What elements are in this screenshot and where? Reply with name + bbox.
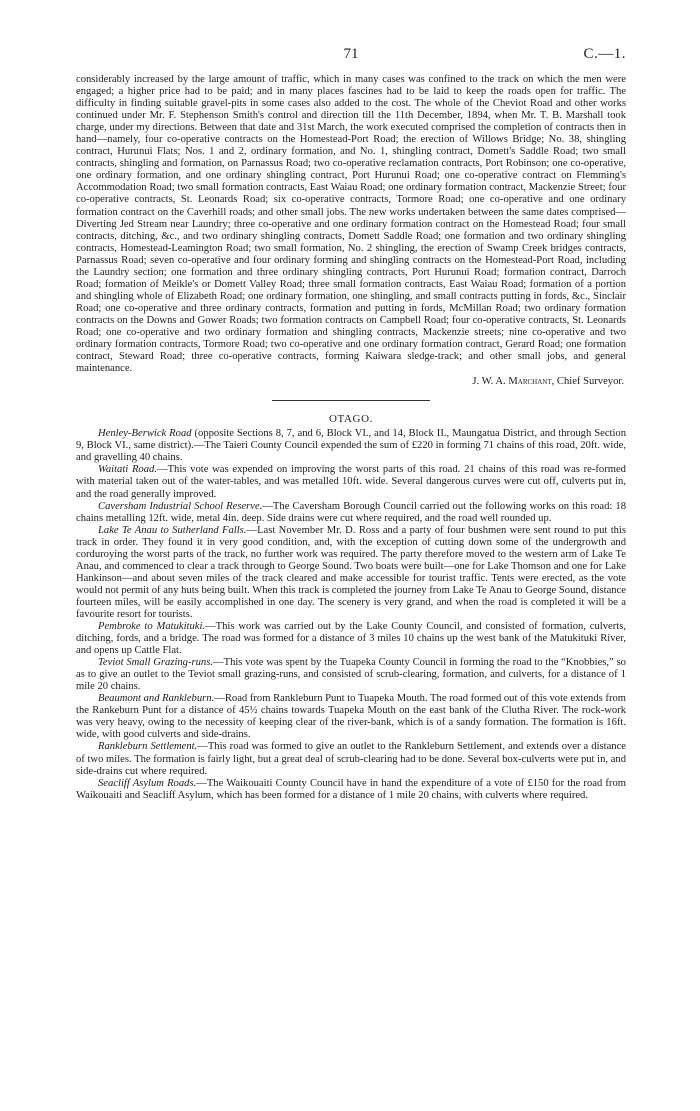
entry-heading: Caversham Industrial School Reserve. bbox=[98, 500, 263, 512]
entry-text: —This vote was spent by the Tuapeka County Council in forming the road to the “Knobbies,” so as to give an outlet to the Teviot small grazing-runs, and consisted of scrub-clearing, formation, and culverts, for a distance of 1 mile 20 chains. bbox=[76, 657, 626, 693]
entry-text: —The Waikouaiti County Council have in hand the expenditure of a vote of £150 for the road from Waikouaiti and Seacliff Asylum, which has been formed for a distance of 1 mile 20 chains, with culverts where required. bbox=[76, 777, 626, 801]
section-divider bbox=[272, 400, 430, 401]
page-header bbox=[76, 48, 626, 74]
entry-text: —Last November Mr. D. Ross and a party of four bushmen were sent round to put this track in order. They found it in very good condition, and, with the exception of cutting down some of the undergrowth and corduroying the worst parts of the track, no further work was required. The party therefore moved to the western arm of Lake Te Anau, and commenced to clear a track through to George Sound. Two boats were built—one for Lake Thomson and one for Lake Hankinson—and about seven miles of the track cleared and make accessible for tourist traffic. Tents were erected, as the vote would not permit of any huts being built. When this track is completed the journey from Lake Te Anau to George Sound, distance fourteen miles, will be easily accomplished in one day. The scenery is very grand, and when the road is completed it will be a favourite resort for tourists. bbox=[76, 524, 626, 620]
intro-paragraph: considerably increased by the large amount of traffic, which in many cases was confined to the track on which the men were engaged; a higher price had to be paid; and in many places fascines had to be laid to keep the roads open for traffic. The difficulty in finding suitable gravel-pits in some cases also added to the cost. The whole of the Cheviot Road and other works continued under Mr. F. Stephenson Smith's control and direction till the 11th December, 1894, when Mr. T. B. Marshall took charge, under my directions. Between that date and 31st March, the work executed comprised the completion of contracts then in hand—namely, four co-operative contracts on the Homestead-Port Road; the erection of Willows Bridge; No. 38, shingling contract, Hurunui Flats; Nos. 1 and 2, ordinary formation, and No. 1, shingling contract, Domett's Saddle Road; two small contracts, shingling and formation, on Parnassus Road; two co-operative reclamation contracts, Port Robinson; one co-operative, one ordinary formation, and one ordinary shingling contract, Port Hurunui Road; one co-operative contract on Flemming's Accommodation Road; two small formation contracts, East Waiau Road; one ordinary formation contract, Mackenzie Street; four co-operative contracts, St. Leonards Road; six co-operative contracts, Tormore Road; one co-operative and one ordinary formation contract on the Caverhill roads; and other small jobs. The new works undertaken between the same dates comprised—Diverting Jed Stream near Laundry; three co-operative and one ordinary formation contract on the Homestead Road; four small contracts, ditching, &c., and two ordinary shingling contracts, Domett Saddle Road; one formation and two ordinary shingling contracts, Homestead-Leamington Road; two small formation, No. 2 shingling, the erection of Swamp Creek bridges contracts, Parnassus Road; seven co-operative and four ordinary forming and shingling contracts on the Homestead-Port Road, including the Laundry section; one formation and three ordinary shingling contracts, Port Hurunui Road; formation contract, Darroch Road; formation of Meikle's or Domett Valley Road; three small formation contracts, East Waiau Road; formation of a portion and shingling whole of Elizabeth Road; one ordinary formation, one shingling, and small contracts putting in fords, &c., Sinclair Road; one co-operative and three ordinary contracts, formation and putting in fords, McMillan Road; two ordinary formation contracts on the Downs and Gower Roads; two formation contracts on Campbell Road; four co-operative contracts, St. Leonards Road; one co-operative and two ordinary formation and shingling contracts, Mackenzie streets; nine co-operative and two ordinary formation contracts, Tormore Road; two co-operative and one ordinary formation contract, Gerard Road; one formation contract, Steward Road; three co-operative contracts, forming Kaiwara sledge-track; and other small jobs, and general maintenance. bbox=[76, 74, 626, 375]
entry-paragraph bbox=[76, 501, 626, 525]
paper-reference: C.—1. bbox=[583, 46, 626, 62]
signature bbox=[76, 376, 626, 388]
entry-heading: Waitati Road. bbox=[98, 464, 157, 476]
signature-initials: J. W. A. bbox=[472, 376, 509, 388]
entry-paragraph bbox=[76, 657, 626, 693]
entry-paragraph bbox=[76, 621, 626, 657]
entry-text: —This work was carried out by the Lake County Council, and consisted of formation, culverts, ditching, fords, and a bridge. The road was formed for a distance of 3 miles 10 chains up the west bank of the Matukituki River, and opens up Cattle Flat. bbox=[76, 621, 626, 657]
section-title: OTAGO. bbox=[329, 413, 373, 426]
signature-title: , Chief Surveyor. bbox=[551, 376, 624, 388]
signature-surname: Marchant bbox=[508, 376, 552, 388]
entry-paragraph bbox=[76, 693, 626, 741]
entry-heading: Rankleburn Settlement. bbox=[98, 741, 198, 753]
entry-text: —This vote was expended on improving the worst parts of this road. 21 chains of this road was re-formed with material taken out of the water-tables, and was metalled 10ft. wide. Several dangerous curves were cut off, culverts put in, and the road generally improved. bbox=[76, 464, 626, 500]
entry-text: —The Caversham Borough Council carried out the following works on this road: 18 chains metalling 12ft. wide, metal 4in. deep. Side drains were cut where required, and the road well rounded up. bbox=[76, 500, 626, 524]
entry-heading: Pembroke to Matukituki. bbox=[98, 621, 206, 633]
entry-heading: Henley-Berwick Road bbox=[98, 428, 192, 440]
entry-heading: Seacliff Asylum Roads. bbox=[98, 777, 197, 789]
entry-paragraph bbox=[76, 741, 626, 777]
entry-text: —This road was formed to give an outlet to the Rankleburn Settlement, and extends over a distance of two miles. The formation is fairly light, but a great deal of scrub-clearing had to be done. Several box-culverts were put in, and side-drains cut where required. bbox=[76, 741, 626, 777]
entry-text: (opposite Sections 8, 7, and 6, Block VI., and 14, Block II., Maungatua District, and through Section 9, Block VI., same district).—The Taieri County Council expended the sum of £220 in forming 71 chains of this road, 20ft. wide, and gravelling 40 chains. bbox=[76, 428, 626, 464]
entry-heading: Beaumont and Rankleburn. bbox=[98, 693, 215, 705]
entry-heading: Lake Te Anau to Sutherland Falls. bbox=[98, 524, 247, 536]
entry-paragraph bbox=[76, 525, 626, 621]
entry-paragraph bbox=[76, 428, 626, 464]
entry-text: —Road from Rankleburn Punt to Tuapeka Mouth. The road formed out of this vote extends from the Rankeburn Punt for a distance of 45½ chains towards Tuapeka Mouth on the east bank of the Clutha River. The rock-work was very heavy, owing to the necessity of keeping clear of the river-bank, which is of a sandy formation. The formation is 16ft. wide, with good culverts and side-drains. bbox=[76, 693, 627, 741]
page-number: 71 bbox=[343, 46, 359, 62]
entry-paragraph bbox=[76, 464, 626, 500]
entry-paragraph bbox=[76, 778, 626, 802]
entry-heading: Teviot Small Grazing-runs. bbox=[98, 657, 213, 669]
